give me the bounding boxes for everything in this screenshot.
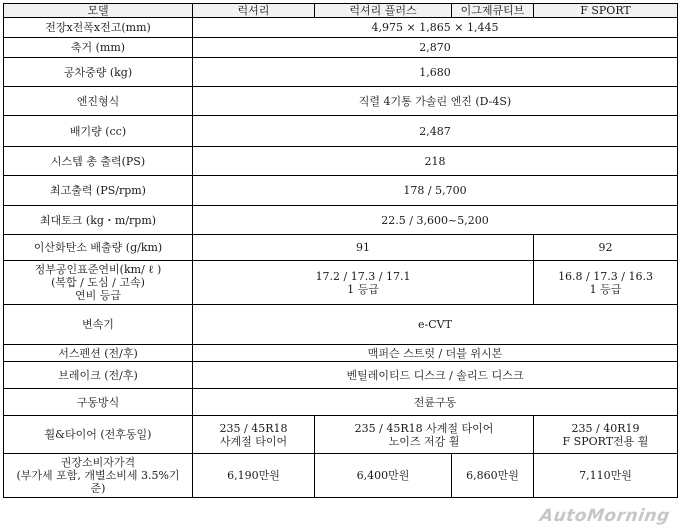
row-value-fuel-main: 17.2 / 17.3 / 17.1 1 등급 (193, 261, 534, 305)
row-label-fuel: 정부공인표준연비(km/ ℓ ) (복합 / 도심 / 고속) 연비 등급 (4, 261, 193, 305)
row-value-price-plus: 6,400만원 (315, 454, 452, 498)
table-row (4, 345, 678, 362)
row-label-max-torque: 최대토크 (kg・m/rpm) (4, 206, 193, 235)
row-value-max-power: 178 / 5,700 (193, 176, 678, 206)
row-label-system-power: 시스템 총 출력(PS) (4, 147, 193, 176)
table-row (4, 176, 678, 206)
row-label-drive: 구동방식 (4, 389, 193, 416)
row-value-drive: 전륜구동 (193, 389, 678, 416)
row-value-max-torque: 22.5 / 3,600~5,200 (193, 206, 678, 235)
table-row (4, 362, 678, 389)
table-row (4, 454, 678, 498)
row-value-size: 4,975 × 1,865 × 1,445 (193, 18, 678, 38)
header-fsport: F SPORT (534, 4, 678, 18)
row-value-brake: 벤틸레이티드 디스크 / 솔리드 디스크 (193, 362, 678, 389)
header-row (4, 4, 678, 18)
row-value-fuel-fsport: 16.8 / 17.3 / 16.3 1 등급 (534, 261, 678, 305)
table-row (4, 87, 678, 116)
table-row (4, 261, 678, 305)
row-value-system-power: 218 (193, 147, 678, 176)
row-label-co2: 이산화탄소 배출량 (g/km) (4, 235, 193, 261)
row-value-tire-fsport: 235 / 40R19 F SPORT전용 휠 (534, 416, 678, 454)
row-value-co2-fsport: 92 (534, 235, 678, 261)
spec-table (3, 3, 678, 498)
row-label-weight: 공차중량 (kg) (4, 58, 193, 87)
row-value-co2-main: 91 (193, 235, 534, 261)
table-row (4, 416, 678, 454)
table-row (4, 389, 678, 416)
row-value-price-exec: 6,860만원 (452, 454, 534, 498)
row-value-transmission: e-CVT (193, 305, 678, 345)
watermark-logo: AutoMorning (538, 506, 672, 526)
row-label-displacement: 배기량 (cc) (4, 116, 193, 147)
header-executive: 이그제큐티브 (452, 4, 534, 18)
row-value-price-luxury: 6,190만원 (193, 454, 315, 498)
table-row (4, 18, 678, 38)
header-model: 모델 (4, 4, 193, 18)
row-value-suspension: 맥퍼슨 스트럿 / 더블 위시본 (193, 345, 678, 362)
table-row (4, 206, 678, 235)
row-label-tire: 휠&타이어 (전후동일) (4, 416, 193, 454)
header-luxury: 럭셔리 (193, 4, 315, 18)
row-value-displacement: 2,487 (193, 116, 678, 147)
row-label-wheelbase: 축거 (mm) (4, 38, 193, 58)
row-value-price-fsport: 7,110만원 (534, 454, 678, 498)
row-value-engine: 직렬 4기통 가솔린 엔진 (D-4S) (193, 87, 678, 116)
table-row (4, 305, 678, 345)
table-row (4, 235, 678, 261)
row-label-transmission: 변속기 (4, 305, 193, 345)
row-label-engine: 엔진형식 (4, 87, 193, 116)
row-label-price: 권장소비자가격 (부가세 포함, 개별소비세 3.5%기 준) (4, 454, 193, 498)
row-label-size: 전장x전폭x전고(mm) (4, 18, 193, 38)
row-value-tire-plus-exec: 235 / 45R18 사계절 타이어 노이즈 저감 휠 (315, 416, 534, 454)
row-value-weight: 1,680 (193, 58, 678, 87)
row-label-brake: 브레이크 (전/후) (4, 362, 193, 389)
header-luxury-plus: 럭셔리 플러스 (315, 4, 452, 18)
row-value-wheelbase: 2,870 (193, 38, 678, 58)
table-row (4, 116, 678, 147)
table-row (4, 58, 678, 87)
row-label-suspension: 서스펜션 (전/후) (4, 345, 193, 362)
table-row (4, 38, 678, 58)
table-row (4, 147, 678, 176)
row-label-max-power: 최고출력 (PS/rpm) (4, 176, 193, 206)
row-value-tire-luxury: 235 / 45R18 사계절 타이어 (193, 416, 315, 454)
